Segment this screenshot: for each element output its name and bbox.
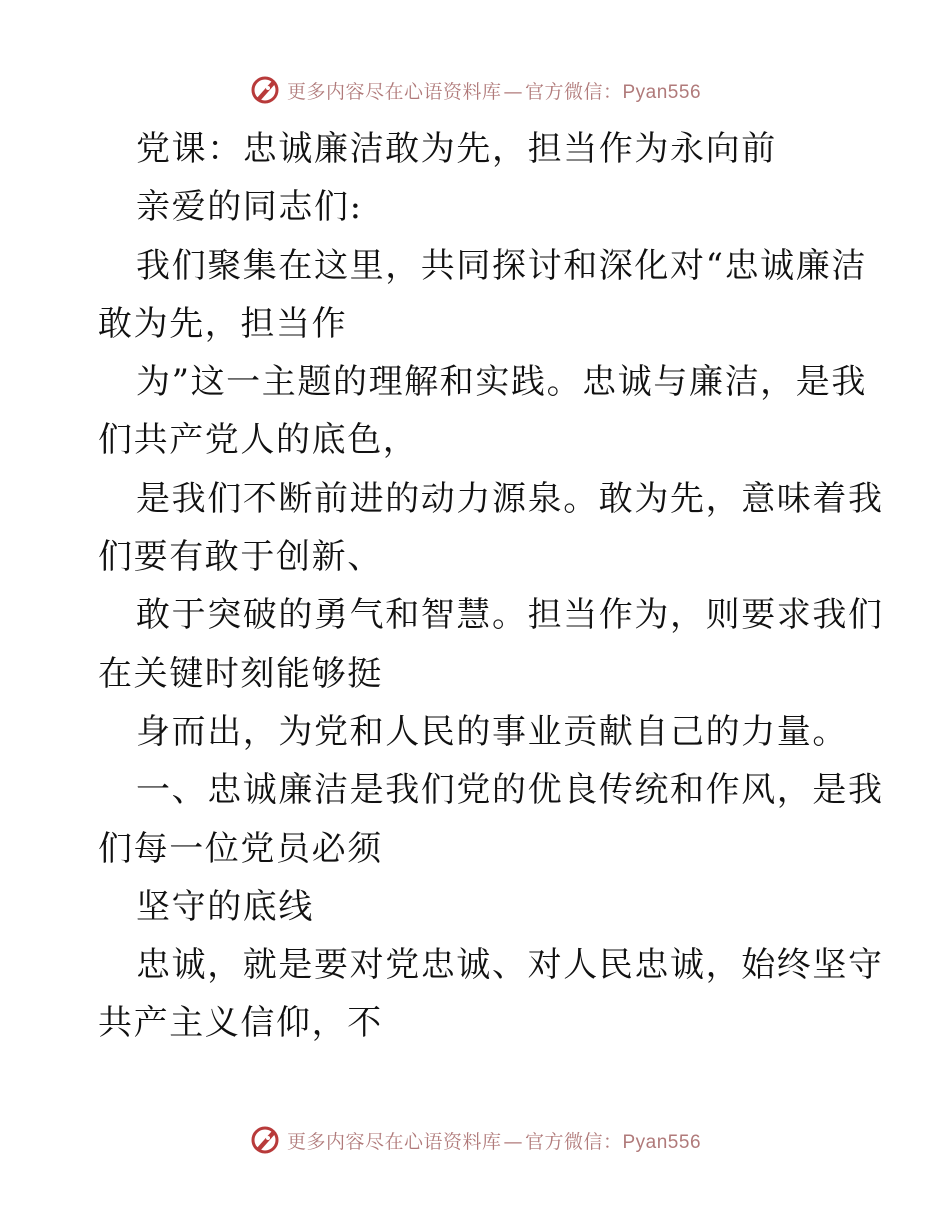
- footer-separator: —: [503, 1130, 523, 1153]
- header-promo: 更多内容尽在心语资料库: [286, 80, 502, 103]
- footer-wechat-label: 官方微信：: [524, 1130, 623, 1153]
- paragraph-line: 们要有敢于创新、: [98, 537, 383, 578]
- header-wechat-id: Pyan556: [622, 81, 702, 103]
- document-title: 党课：忠诚廉洁敢为先，担当作为永向前: [136, 129, 777, 169]
- paragraph-line: 共产主义信仰，不: [98, 1003, 383, 1044]
- footer-banner-text: [287, 1127, 701, 1154]
- salutation: 亲爱的同志们:: [136, 187, 363, 228]
- paragraph-line: 是我们不断前进的动力源泉。敢为先，意味着我: [136, 478, 884, 519]
- footer-wechat-id: Pyan556: [622, 1131, 702, 1153]
- paragraph-line: 敢为先，担当作: [98, 303, 348, 344]
- section-heading-line: 坚守的底线: [136, 886, 314, 927]
- paragraph-line: 在关键时刻能够挺: [98, 653, 383, 694]
- paragraph-line: 们共产党人的底色，: [98, 420, 419, 461]
- paragraph-line: 忠诚，就是要对党忠诚、对人民忠诚，始终坚守: [136, 945, 884, 986]
- header-banner: [0, 70, 950, 110]
- section-heading-line: 们每一位党员必须: [98, 828, 383, 869]
- footer-promo: 更多内容尽在心语资料库: [286, 1130, 502, 1153]
- quill-pen-circle-logo-icon: [249, 1124, 281, 1156]
- document-body: [98, 120, 884, 1053]
- quill-pen-circle-logo-icon: [249, 74, 281, 106]
- paragraph-line: 我们聚集在这里，共同探讨和深化对“忠诚廉洁: [136, 245, 867, 286]
- header-separator: —: [503, 80, 523, 103]
- header-banner-text: [287, 77, 701, 104]
- header-wechat-label: 官方微信：: [524, 80, 623, 103]
- paragraph-line: 身而出，为党和人民的事业贡献自己的力量。: [136, 711, 848, 752]
- paragraph-line: 为”这一主题的理解和实践。忠诚与廉洁，是我: [136, 362, 867, 403]
- footer-banner: [0, 1120, 950, 1160]
- paragraph-line: 敢于突破的勇气和智慧。担当作为，则要求我们: [136, 595, 884, 636]
- section-heading-line: 一、忠诚廉洁是我们党的优良传统和作风，是我: [136, 770, 884, 811]
